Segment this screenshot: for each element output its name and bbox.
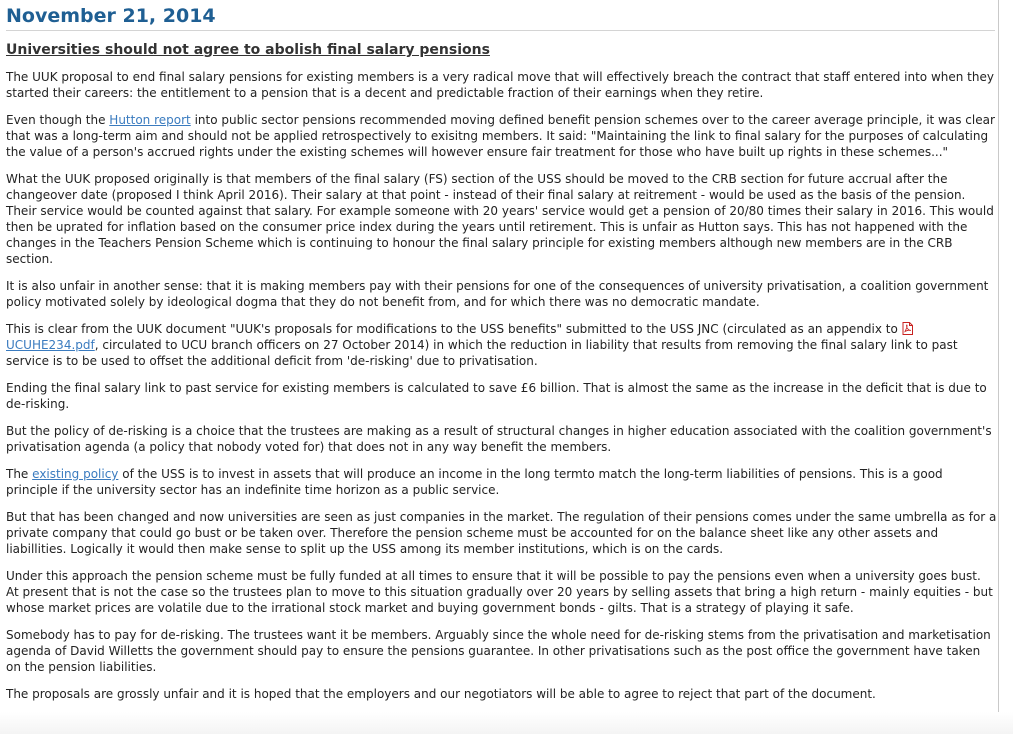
post-body — [6, 69, 997, 702]
paragraph-1: The UUK proposal to end final salary pensions for existing members is a very radical move that will effectively breach the contract that staff entered into when they started their careers: the entitlement to a pension that is a decent and predictable fraction of their earnings when they retire. — [6, 70, 994, 100]
bottom-fade — [0, 712, 1013, 734]
ucuhe234-pdf-link[interactable]: UCUHE234.pdf — [6, 338, 95, 352]
paragraph-8-text-before: The — [6, 467, 33, 481]
paragraph-5 — [6, 321, 997, 369]
existing-policy-link[interactable]: existing policy — [32, 467, 119, 481]
post-title[interactable]: Universities should not agree to abolish final salary pensions — [6, 42, 490, 58]
paragraph-8-text-after: of the USS is to invest in assets that will produce an income in the long termto match the long-term liabilities of pensions. This is a good principle if the university sector has an indefinite time horizon as a public service. — [6, 467, 943, 497]
paragraph-2-text-after: into public sector pensions recommended moving defined benefit pension schemes over to the career average principle, it was clear that was a long-term aim and should not be applied retrospectively to exisitng members. It said: "Maintaining the link to final salary for the purposes of calculating the value of a person's accrued rights under the existing schemes will however ensure fair treatment for those who have built up rights in these schemes..." — [6, 113, 995, 159]
paragraph-2 — [6, 112, 997, 160]
post-date: November 21, 2014 — [6, 0, 995, 31]
paragraph-9: But that has been changed and now universities are seen as just companies in the market. The regulation of their pensions comes under the same umbrella as for a private company that could go bust or be taken over. Therefore the pension scheme must be accounted for on the balance sheet like any other assets and liabillities. Logically it would then make sense to split up the USS among its member institutions, which is on the cards. — [6, 510, 997, 556]
paragraph-7: But the policy of de-risking is a choice that the trustees are making as a result of structural changes in higher education associated with the coalition government's privatisation agenda (a policy that nobody voted for) that does not in any way benefit the members. — [6, 424, 992, 454]
paragraph-6: Ending the final salary link to past service for existing members is calculated to save £6 billion. That is almost the same as the increase in the deficit that is due to de-risking. — [6, 381, 987, 411]
paragraph-3: What the UUK proposed originally is that members of the final salary (FS) section of the USS should be moved to the CRB section for future accrual after the changeover date (proposed I think April 2016). Their salary at that point - instead of their final salary at reitrement - would be used as the basis of the pension. Their service would be counted against that salary. For example someone with 20 years' service would get a pension of 20/80 times their salary in 2016. This would then be uprated for inflation based on the consumer price index during the years until retirement. This is unfair as Hutton says. This has not happened with the changes in the Teachers Pension Scheme which is continuing to honour the final salary principle for existing members although new members are in the CRB section. — [6, 172, 994, 266]
pdf-file-icon[interactable] — [902, 322, 913, 335]
paragraph-12: The proposals are grossly unfair and it is hoped that the employers and our negotiators will be able to agree to reject that part of the document. — [6, 687, 876, 701]
right-border-line — [998, 0, 999, 734]
paragraph-11: Somebody has to pay for de-risking. The trustees want it be members. Arguably since the whole need for de-risking stems from the privatisation and marketisation agenda of David Willetts the government should pay to ensure the pensions guarantee. In other privatisations such as the post office the government have taken on the pension liabilities. — [6, 628, 991, 674]
paragraph-2-text-before: Even though the — [6, 113, 110, 127]
paragraph-8 — [6, 466, 997, 498]
paragraph-4: It is also unfair in another sense: that it is making members pay with their pensions for one of the consequences of university privatisation, a coalition government policy motivated solely by ideological dogma that they do not benefit from, and for which there was no democratic mandate. — [6, 279, 989, 309]
paragraph-10: Under this approach the pension scheme must be fully funded at all times to ensure that it will be possible to pay the pensions even when a university goes bust. At present that is not the case so the trustees plan to move to this situation gradually over 20 years by selling assets that bring a high return - mainly equities - but whose market prices are volatile due to the irrational stock market and buying government bonds - gilts. That is a strategy of playing it safe. — [6, 569, 993, 615]
hutton-report-link[interactable]: Hutton report — [109, 113, 191, 127]
paragraph-5-text-after: , circulated to UCU branch officers on 27 October 2014) in which the reduction in liability that results from removing the final salary link to past service is to be used to offset the additional deficit from 'de-risking' due to privatisation. — [6, 338, 958, 368]
paragraph-5-text-before: This is clear from the UUK document "UUK's proposals for modifications to the USS benefits" submitted to the USS JNC (circulated as an appendix to — [6, 322, 902, 336]
